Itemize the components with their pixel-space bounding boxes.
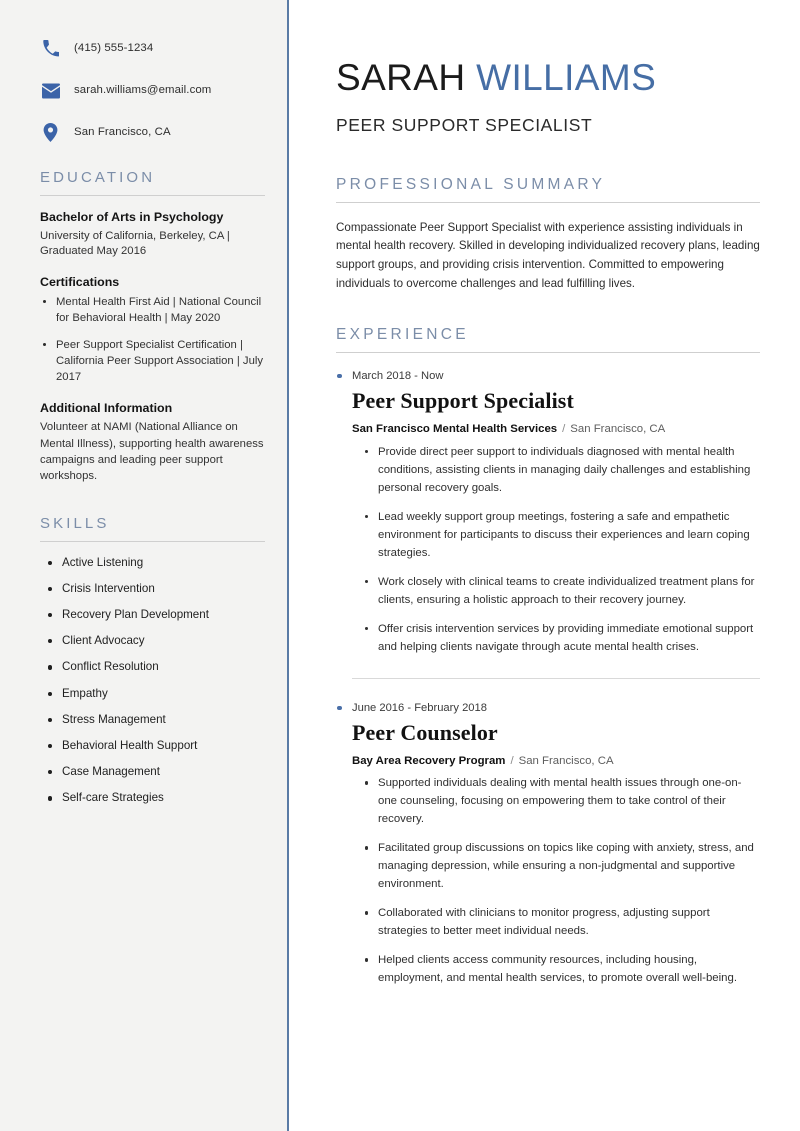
experience-entry	[336, 369, 760, 656]
list-item: Mental Health First Aid | National Council for Behavioral Health | May 2020	[40, 294, 265, 326]
professional-summary-divider	[336, 202, 760, 203]
experience-bullet-list	[336, 774, 760, 987]
experience-divider	[336, 352, 760, 353]
skills-divider	[40, 541, 265, 542]
list-item: Client Advocacy	[40, 634, 265, 648]
list-item: Behavioral Health Support	[40, 739, 265, 753]
experience-dates: March 2018 - Now	[336, 369, 760, 384]
section-heading-professional-summary: PROFESSIONAL SUMMARY	[336, 175, 606, 193]
list-item: Lead weekly support group meetings, fostering a safe and empathetic environment for participants to discuss their experiences and learn coping strategies.	[378, 508, 760, 562]
org-separator: /	[510, 754, 514, 767]
experience-entry	[336, 701, 760, 988]
skills-list	[40, 556, 265, 806]
additional-information-text: Volunteer at NAMI (National Alliance on Mental Illness), supporting health awareness campaigns and leading peer support workshops.	[40, 421, 264, 483]
degree-school: University of California, Berkeley, CA | Graduated May 2016	[40, 229, 230, 257]
experience-location: San Francisco, CA	[570, 422, 666, 435]
contact-item-location	[40, 122, 265, 143]
page-title	[336, 58, 760, 99]
experience-bullet-list	[336, 443, 760, 656]
location-text: San Francisco, CA	[74, 125, 171, 138]
degree-title: Bachelor of Arts in Psychology	[40, 210, 224, 224]
list-item: Conflict Resolution	[40, 660, 265, 674]
experience-job-title: Peer Counselor	[352, 720, 498, 746]
additional-information-heading: Additional Information	[40, 400, 173, 415]
experience-company: Bay Area Recovery Program	[352, 754, 506, 767]
phone-icon	[40, 38, 61, 59]
last-name: WILLIAMS	[476, 57, 657, 98]
list-item: Facilitated group discussions on topics like coping with anxiety, stress, and managing depression, while ensuring a non-judgmental and supportive environment.	[378, 839, 760, 893]
list-item: Self-care Strategies	[40, 791, 265, 805]
email-address: sarah.williams@email.com	[74, 83, 212, 96]
list-item: Helped clients access community resources, including housing, employment, and mental health services, to promote overall well-being.	[378, 951, 760, 987]
skills-section	[40, 515, 265, 806]
list-item: Active Listening	[40, 556, 265, 570]
experience-dates: June 2016 - February 2018	[336, 701, 760, 716]
experience-organization	[352, 422, 760, 437]
first-name: SARAH	[336, 57, 466, 98]
list-item: Recovery Plan Development	[40, 608, 265, 622]
experience-company: San Francisco Mental Health Services	[352, 422, 558, 435]
professional-summary-text: Compassionate Peer Support Specialist with experience assisting individuals in mental health recovery. Skilled in developing individualized recovery plans, leading support groups, and providing crisis intervention. Committed to empowering individuals to overcome challenges and lead fulfilling lives.	[336, 220, 760, 291]
list-item: Work closely with clinical teams to create individualized treatment plans for clients, ensuring a holistic approach to their recovery journey.	[378, 573, 760, 609]
certifications-list	[40, 294, 265, 385]
experience-location: San Francisco, CA	[518, 754, 614, 767]
sidebar-heading-education: EDUCATION	[40, 169, 156, 186]
section-heading-experience: EXPERIENCE	[336, 325, 469, 343]
certifications-heading: Certifications	[40, 275, 120, 289]
phone-number: (415) 555-1234	[74, 41, 154, 54]
list-item: Peer Support Specialist Certification | California Peer Support Association | July 2017	[40, 337, 265, 385]
contact-list	[40, 38, 265, 143]
contact-item-phone	[40, 38, 265, 59]
education-divider	[40, 195, 265, 196]
map-pin-icon	[40, 122, 61, 143]
list-item: Offer crisis intervention services by providing immediate emotional support and helping clients navigate through acute mental health crises.	[378, 620, 760, 656]
list-item: Supported individuals dealing with mental health issues through one-on-one counseling, focusing on empowering them to take control of their recovery.	[378, 774, 760, 828]
job-role-subtitle: PEER SUPPORT SPECIALIST	[336, 114, 593, 135]
experience-job-title: Peer Support Specialist	[352, 388, 574, 414]
sidebar-heading-skills: SKILLS	[40, 514, 110, 532]
envelope-icon	[40, 80, 61, 101]
list-item: Stress Management	[40, 713, 265, 727]
list-item: Crisis Intervention	[40, 582, 265, 596]
list-item: Empathy	[40, 687, 265, 701]
experience-entry-divider	[352, 678, 760, 679]
main-content	[289, 0, 800, 1131]
list-item: Provide direct peer support to individuals diagnosed with mental health conditions, assisting clients in managing daily challenges and establishing personal recovery goals.	[378, 443, 760, 497]
list-item: Case Management	[40, 765, 265, 779]
contact-item-email	[40, 80, 265, 101]
list-item: Collaborated with clinicians to monitor progress, adjusting support strategies to better meet individual needs.	[378, 904, 760, 940]
sidebar	[0, 0, 289, 1131]
org-separator: /	[562, 422, 566, 435]
experience-organization	[352, 754, 760, 769]
